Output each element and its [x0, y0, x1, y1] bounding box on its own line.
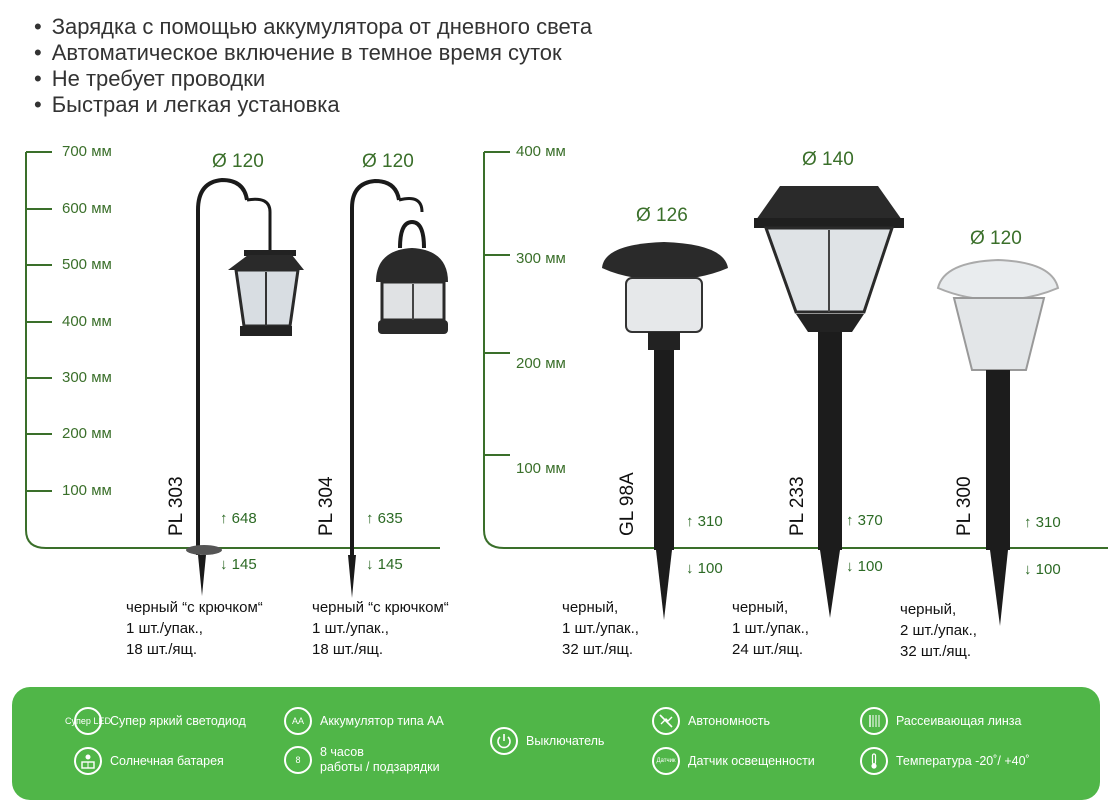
scale-left-700: 700 мм [62, 143, 112, 160]
scale-right-100: 100 мм [516, 460, 566, 477]
model-gl98a: GL 98A [617, 472, 638, 536]
feature-sensor: Датчик Датчик освещенности [652, 747, 815, 775]
height-down-pl303: ↓ 145 [220, 556, 257, 573]
desc-pl304: черный “с крючком“ 1 шт./упак., 18 шт./ящ. [312, 599, 449, 658]
height-up-pl303: ↑ 648 [220, 510, 257, 527]
clock-8-hours-icon: 8 [284, 746, 312, 774]
battery-aa-icon: AA [284, 707, 312, 735]
height-down-pl304: ↓ 145 [366, 556, 403, 573]
height-down-gl98a: ↓ 100 [686, 560, 723, 577]
features-panel [12, 687, 1100, 800]
diffuser-lens-icon [860, 707, 888, 735]
thermometer-icon [860, 747, 888, 775]
desc-gl98a: черный, 1 шт./упак., 32 шт./ящ. [562, 599, 639, 658]
desc-pl233: черный, 1 шт./упак., 24 шт./ящ. [732, 599, 809, 658]
bullet-item: • Зарядка с помощью аккумулятора от дневного света [34, 14, 592, 40]
feature-hours: 8 8 часов работы / подзарядки [284, 745, 440, 775]
height-up-pl300: ↑ 310 [1024, 514, 1061, 531]
height-up-pl233: ↑ 370 [846, 512, 883, 529]
scale-right-300: 300 мм [516, 250, 566, 267]
model-pl300: PL 300 [954, 476, 975, 536]
diameter-pl304: Ø 120 [362, 151, 414, 172]
diameter-pl300: Ø 120 [970, 228, 1022, 249]
scale-left-500: 500 мм [62, 256, 112, 273]
feature-temperature: Температура -20˚/ +40˚ [860, 747, 1030, 775]
feature-solar: Солнечная батарея [74, 747, 224, 775]
solar-panel-icon [74, 747, 102, 775]
bullet-item: • Не требует проводки [34, 66, 592, 92]
scale-left-200: 200 мм [62, 425, 112, 442]
desc-pl300: черный, 2 шт./упак., 32 шт./ящ. [900, 601, 977, 660]
diameter-gl98a: Ø 126 [636, 205, 688, 226]
bullet-item: • Быстрая и легкая установка [34, 92, 592, 118]
lamp-pl233-image [754, 186, 904, 618]
lamp-pl304-image [348, 181, 448, 598]
model-pl303: PL 303 [166, 476, 187, 536]
feature-led: Супер LED Супер яркий светодиод [74, 707, 246, 735]
model-pl304: PL 304 [316, 476, 337, 536]
power-switch-icon [490, 727, 518, 755]
scale-left-600: 600 мм [62, 200, 112, 217]
scale-left-100: 100 мм [62, 482, 112, 499]
bullet-item: • Автоматическое включение в темное время суток [34, 40, 592, 66]
model-pl233: PL 233 [787, 476, 808, 536]
lamp-pl303-image [186, 180, 304, 596]
light-sensor-icon: Датчик [652, 747, 680, 775]
no-wire-icon [652, 707, 680, 735]
scale-right-200: 200 мм [516, 355, 566, 372]
desc-pl303: черный “с крючком“ 1 шт./упак., 18 шт./ящ. [126, 599, 263, 658]
height-up-pl304: ↑ 635 [366, 510, 403, 527]
scale-right-400: 400 мм [516, 143, 566, 160]
feature-lens: Рассеивающая линза [860, 707, 1021, 735]
height-down-pl233: ↓ 100 [846, 558, 883, 575]
feature-battery: AA Аккумулятор типа АА [284, 707, 444, 735]
diameter-pl303: Ø 120 [212, 151, 264, 172]
diameter-pl233: Ø 140 [802, 149, 854, 170]
feature-autonomy: Автономность [652, 707, 770, 735]
feature-switch: Выключатель [490, 727, 604, 755]
scale-left-400: 400 мм [62, 313, 112, 330]
super-led-icon: Супер LED [74, 707, 102, 735]
scale-left-300: 300 мм [62, 369, 112, 386]
height-down-pl300: ↓ 100 [1024, 561, 1061, 578]
height-up-gl98a: ↑ 310 [686, 513, 723, 530]
